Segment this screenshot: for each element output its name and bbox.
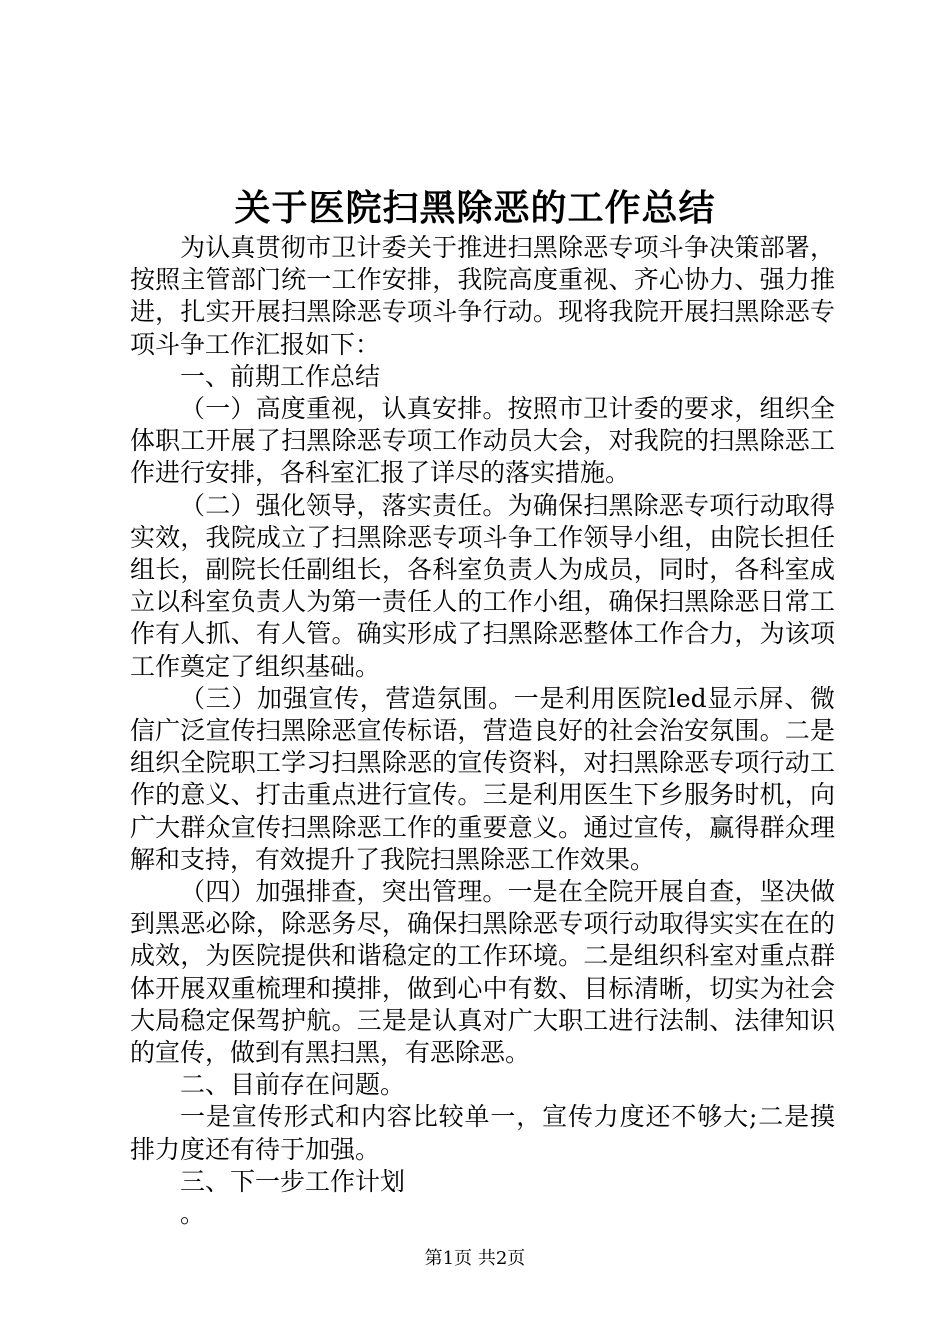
intro-paragraph: 为认真贯彻市卫计委关于推进扫黑除恶专项斗争决策部署，按照主管部门统一工作安排，我院高度重视、齐心协力、强力推进，扎实开展扫黑除恶专项斗争行动。现将我院开展扫黑除恶专项斗争工作汇报如下： [130, 233, 835, 359]
section-heading-1: 一、前期工作总结 [180, 361, 381, 391]
closing-mark: 。 [180, 1199, 206, 1229]
page-footer: 第1页 共2页 [424, 1248, 526, 1269]
document-title: 关于医院扫黑除恶的工作总结 [234, 187, 716, 229]
document-body [130, 232, 835, 1230]
problems-paragraph: 一是宣传形式和内容比较单一，宣传力度还不够大;二是摸排力度还有待于加强。 [130, 1102, 835, 1164]
subsection-paragraph-3: （三）加强宣传，营造氛围。一是利用医院led显示屏、微信广泛宣传扫黑除恶宣传标语，营造良好的社会治安氛围。二是组织全院职工学习扫黑除恶的宣传资料，对扫黑除恶专项行动工作的意义、打击重点进行宣传。三是利用医生下乡服务时机，向广大群众宣传扫黑除恶工作的重要意义。通过宣传，赢得群众理解和支持，有效提升了我院扫黑除恶工作效果。 [130, 683, 835, 874]
subsection-paragraph-2: （二）强化领导，落实责任。为确保扫黑除恶专项行动取得实效，我院成立了扫黑除恶专项斗争工作领导小组，由院长担任组长，副院长任副组长，各科室负责人为成员，同时，各科室成立以科室负责人为第一责任人的工作小组，确保扫黑除恶日常工作有人抓、有人管。确实形成了扫黑除恶整体工作合力，为该项工作奠定了组织基础。 [130, 490, 835, 681]
section-heading-3: 三、下一步工作计划 [180, 1166, 406, 1196]
subsection-paragraph-4: （四）加强排查，突出管理。一是在全院开展自查，坚决做到黑恶必除，除恶务尽，确保扫黑除恶专项行动取得实实在在的成效，为医院提供和谐稳定的工作环境。二是组织科室对重点群体开展双重梳理和摸排，做到心中有数、目标清晰，切实为社会大局稳定保驾护航。三是是认真对广大职工进行法制、法律知识的宣传，做到有黑扫黑，有恶除恶。 [130, 877, 835, 1068]
subsection-paragraph-1: （一）高度重视，认真安排。按照市卫计委的要求，组织全体职工开展了扫黑除恶专项工作动员大会，对我院的扫黑除恶工作进行安排，各科室汇报了详尽的落实措施。 [130, 394, 835, 488]
section-heading-2: 二、目前存在问题。 [180, 1070, 406, 1100]
